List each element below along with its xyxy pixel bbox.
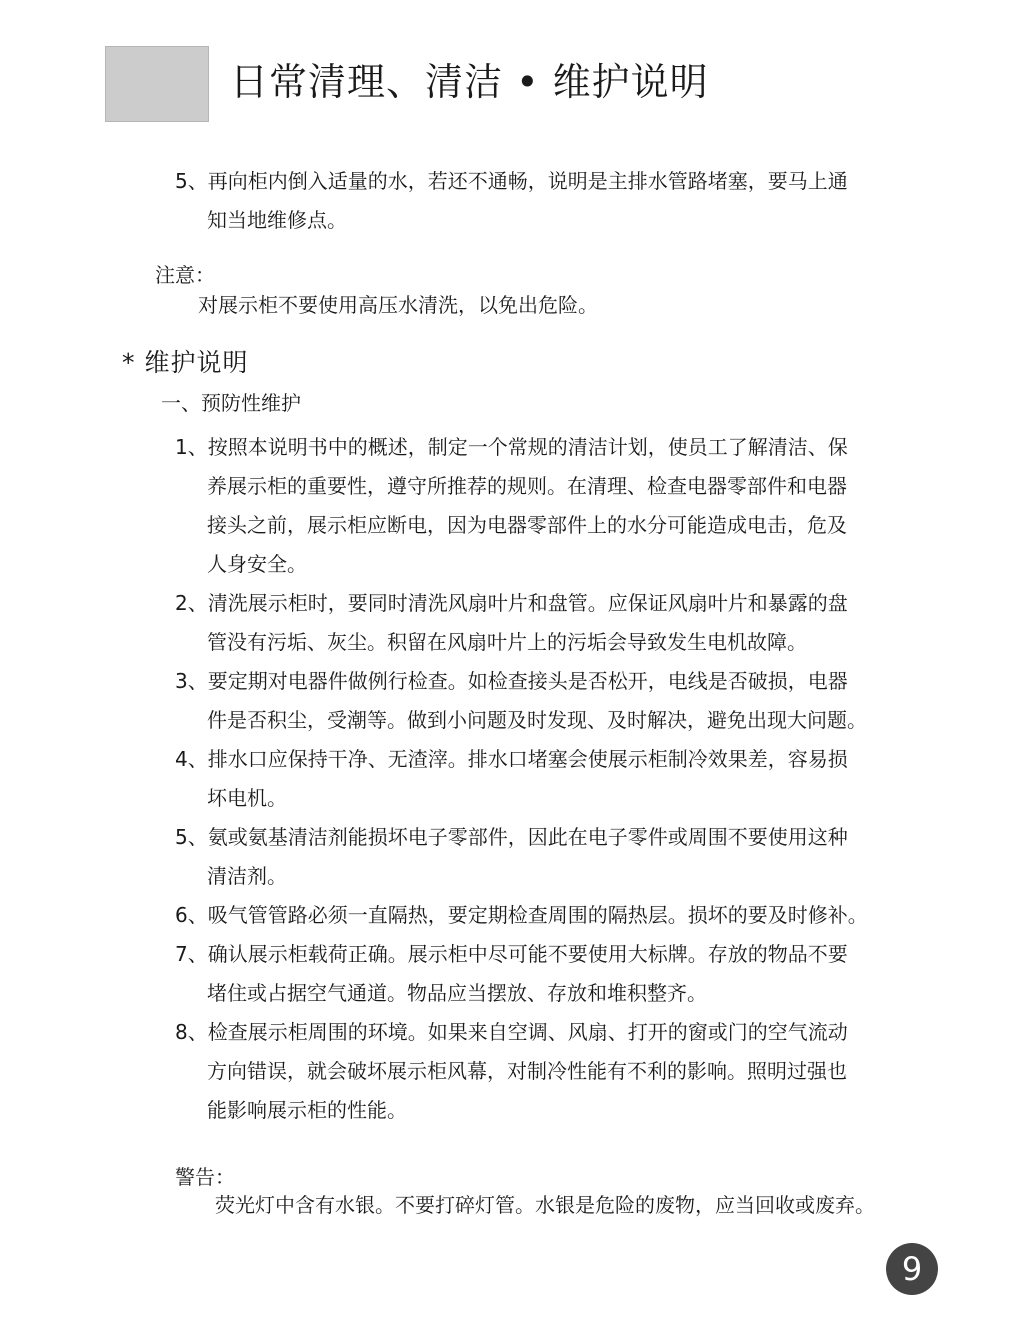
item-2-line-1: 2、清洗展示柜时，要同时清洗风扇叶片和盘管。应保证风扇叶片和暴露的盘 bbox=[175, 591, 848, 615]
page-number-badge: 9 bbox=[886, 1243, 938, 1295]
item-8-line-3: 能影响展示柜的性能。 bbox=[207, 1098, 407, 1122]
note-text: 对展示柜不要使用高压水清洗，以免出危险。 bbox=[198, 293, 598, 317]
item-8-line-2: 方向错误，就会破坏展示柜风幕，对制冷性能有不利的影响。照明过强也 bbox=[207, 1059, 847, 1083]
item-1-line-3: 接头之前，展示柜应断电，因为电器零部件上的水分可能造成电击，危及 bbox=[207, 513, 847, 537]
maintenance-section-title: * 维护说明 bbox=[122, 348, 249, 377]
item-1-line-1: 1、按照本说明书中的概述，制定一个常规的清洁计划，使员工了解清洁、保 bbox=[175, 435, 848, 459]
intro-item5-line2: 知当地维修点。 bbox=[207, 208, 347, 232]
item-5-line-1: 5、氨或氨基清洁剂能损坏电子零部件，因此在电子零件或周围不要使用这种 bbox=[175, 825, 848, 849]
warning-text: 荧光灯中含有水银。不要打碎灯管。水银是危险的废物，应当回收或废弃。 bbox=[215, 1193, 875, 1217]
maintenance-subtitle: 一、预防性维护 bbox=[161, 391, 301, 415]
item-3-line-1: 3、要定期对电器件做例行检查。如检查接头是否松开，电线是否破损，电器 bbox=[175, 669, 848, 693]
page-title: 日常清理、清洁 • 维护说明 bbox=[230, 60, 709, 104]
item-2-line-2: 管没有污垢、灰尘。积留在风扇叶片上的污垢会导致发生电机故障。 bbox=[207, 630, 807, 654]
warning-label: 警告： bbox=[175, 1165, 235, 1189]
item-7-line-2: 堵住或占据空气通道。物品应当摆放、存放和堆积整齐。 bbox=[207, 981, 707, 1005]
header-gray-box bbox=[105, 46, 209, 122]
item-1-line-4: 人身安全。 bbox=[207, 552, 307, 576]
item-5-line-2: 清洁剂。 bbox=[207, 864, 287, 888]
item-6-line-1: 6、吸气管管路必须一直隔热，要定期检查周围的隔热层。损坏的要及时修补。 bbox=[175, 903, 868, 927]
item-1-line-2: 养展示柜的重要性，遵守所推荐的规则。在清理、检查电器零部件和电器 bbox=[207, 474, 847, 498]
intro-item5-line1: 5、再向柜内倒入适量的水，若还不通畅，说明是主排水管路堵塞，要马上通 bbox=[175, 169, 848, 193]
item-8-line-1: 8、检查展示柜周围的环境。如果来自空调、风扇、打开的窗或门的空气流动 bbox=[175, 1020, 848, 1044]
item-4-line-1: 4、排水口应保持干净、无渣滓。排水口堵塞会使展示柜制冷效果差，容易损 bbox=[175, 747, 848, 771]
note-label: 注意： bbox=[155, 263, 215, 287]
item-4-line-2: 坏电机。 bbox=[207, 786, 287, 810]
item-7-line-1: 7、确认展示柜载荷正确。展示柜中尽可能不要使用大标牌。存放的物品不要 bbox=[175, 942, 848, 966]
item-3-line-2: 件是否积尘，受潮等。做到小问题及时发现、及时解决，避免出现大问题。 bbox=[207, 708, 867, 732]
